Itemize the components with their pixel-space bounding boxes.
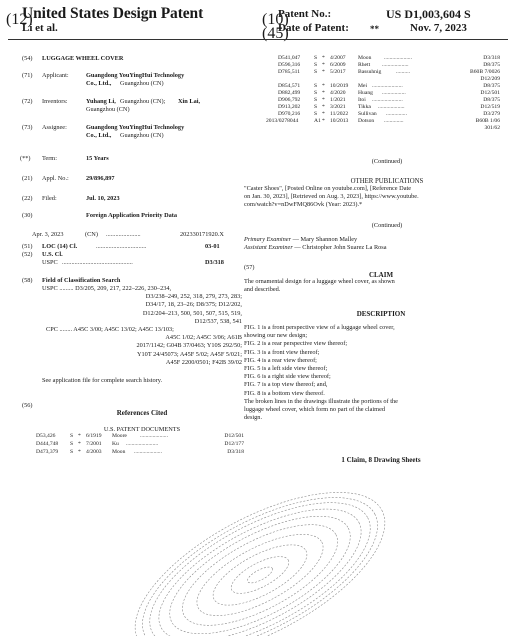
ref-dots: ...................... (372, 83, 403, 89)
ref-name: Tikka (358, 104, 371, 110)
field-line: D12/537, 538, 541 (194, 317, 242, 325)
uspc-value: D3/318 (205, 259, 224, 266)
description-line: FIG. 5 is a left side view thereof; (244, 365, 328, 373)
ref-date: 6/1919 (86, 433, 102, 439)
ref-number: D906,792 (278, 97, 301, 103)
ref-star: * (322, 55, 325, 61)
ref-kind: S (314, 104, 318, 110)
field-line: D12/204–213, 500, 501, 507, 515, 519, (142, 309, 242, 317)
ref-class: D8/375 (483, 83, 500, 89)
ref-dots: ................... (382, 62, 409, 68)
description-line: The broken lines in the drawings illustrate the portions of the (244, 397, 398, 405)
ref-dots: ....................... (126, 441, 159, 447)
ref-class: B60B 7/0026 (470, 69, 500, 75)
publication-citation (244, 185, 504, 210)
ref-class: D12/501 (480, 90, 500, 96)
assistant-examiner (244, 244, 387, 252)
assignee-line-1: Guangdong YouYingHui Technology (86, 124, 185, 131)
ref-number: D53,426 (36, 433, 56, 439)
applicant-label: Applicant: (42, 72, 69, 79)
term-stars: ** (370, 24, 379, 34)
ref-star: * (322, 83, 325, 89)
ref-number: 2013/0278044 (266, 118, 299, 124)
continued-2-wrap (258, 214, 516, 232)
description-text (244, 324, 398, 422)
other-publications-heading: OTHER PUBLICATIONS (350, 178, 424, 185)
assignee-city: Guangzhou (CN) (120, 132, 164, 139)
ref-date: 3/2021 (330, 104, 346, 110)
inventor-1: Yuhang Li, (86, 98, 116, 105)
patent-number: US D1,003,604 S (386, 7, 471, 21)
ref-date: 4/2020 (330, 90, 346, 96)
design-title: LUGGAGE WHEEL COVER (42, 55, 124, 62)
claim-heading: CLAIM (368, 271, 394, 279)
field-line: A45F 2200/0501; F42B 39/02 (165, 358, 242, 366)
field-line: D34/17, 18, 23–26; D8/375; D12/202, (145, 301, 242, 309)
loc-dots: ................................ (96, 243, 147, 250)
code-22: (22) (22, 195, 33, 202)
code-71: (71) (22, 72, 33, 79)
ref-class: D12/177 (224, 441, 244, 447)
ref-name: Mei (358, 83, 368, 89)
description-line: FIG. 2 is a rear perspective view thereof; (244, 340, 348, 348)
ref-date: 6/2009 (330, 62, 346, 68)
ref-star: * (322, 118, 325, 124)
description-line: FIG. 3 is a front view thereof; (244, 348, 320, 356)
ref-dots: ...................... (372, 97, 403, 103)
continued-note: (Continued) (371, 158, 403, 165)
ref-date: 4/2003 (86, 449, 102, 455)
description-line: showing our new design; (244, 332, 308, 340)
ref-dots: .................... (134, 449, 162, 455)
applicant-line-1: Guangdong YouYingHui Technology (86, 72, 185, 79)
primary-examiner (244, 236, 387, 244)
ref-star: * (322, 62, 325, 68)
inventor-short: Li et al. (22, 22, 58, 34)
uspc-label: USPC (42, 259, 58, 266)
field-line: D3/238–249, 252, 318, 279, 273, 283; (145, 293, 242, 301)
ref-star: * (322, 69, 325, 75)
claim-text (244, 278, 395, 294)
ref-class: D8/375 (483, 62, 500, 68)
applicant-city: Guangzhou (CN) (120, 80, 164, 87)
ref-class: D3/318 (483, 55, 500, 61)
ref-dots: ................. (382, 90, 406, 96)
ref-star: * (78, 441, 81, 447)
ref-number: D596,316 (278, 62, 301, 68)
ref-number: D444,748 (36, 441, 59, 447)
wheel-hub-ring (186, 518, 335, 631)
code-10: (10) (262, 11, 289, 28)
term-label: Term: (42, 155, 57, 162)
ref-name: Moon (358, 55, 372, 61)
see-application-note: See application file for complete search history. (42, 377, 163, 384)
description-heading: DESCRIPTION (356, 310, 406, 318)
ref-dots: ............... (386, 111, 407, 117)
description-line: FIG. 7 is a top view thereof; and, (244, 381, 328, 389)
date-label: Date of Patent: (278, 22, 349, 34)
refs-heading: References Cited (116, 409, 168, 417)
ref-date: 5/2017 (330, 69, 346, 75)
ref-dots: .................... (384, 55, 412, 61)
ref-star: * (322, 90, 325, 96)
priority-country: (CN) (85, 231, 98, 238)
ref-kind: S (314, 55, 318, 61)
wheel-rim-ring (153, 493, 367, 636)
field-line: Y10T 24/45073; A45F 5/02; A45F 5/021; (136, 350, 242, 358)
wheel-rim-ring (120, 466, 400, 636)
ref-star: * (322, 104, 325, 110)
patent-type-title: United States Design Patent (22, 5, 204, 22)
pub-line: com/watch?v=nDwFMQ86Ovk (Year: 2023).* (244, 201, 363, 209)
ref-name: Rhett (358, 62, 371, 68)
ref-class: D8/375 (483, 97, 500, 103)
ref-name: Moore (112, 433, 127, 439)
field-search-label: Field of Classification Search (42, 277, 121, 284)
filed-date: Jul. 10, 2023 (86, 195, 120, 202)
description-heading-wrap (258, 303, 504, 321)
wheel-hub (226, 549, 294, 600)
code-51: (51) (22, 243, 33, 250)
field-line: 2017/1142; G04B 37/0463; Y10S 292/50; (136, 342, 242, 350)
code-57: (57) (244, 264, 255, 271)
ref-dots: ................... (378, 104, 405, 110)
field-line: CPC ........ A45C 3/00; A45C 13/02; A45C 13/103; (46, 326, 174, 334)
description-line: FIG. 6 is a right side view thereof; (244, 373, 331, 381)
description-line: FIG. 4 is a rear view thereof; (244, 356, 317, 364)
code-term: (**) (20, 155, 31, 162)
patent-date: Nov. 7, 2023 (410, 22, 467, 34)
uscl-label: U.S. Cl. (42, 251, 63, 258)
ref-kind: S (314, 97, 318, 103)
ref-date: 7/2001 (86, 441, 102, 447)
code-58: (58) (22, 277, 33, 284)
continued-note: (Continued) (371, 222, 403, 229)
code-73: (73) (22, 124, 33, 131)
ref-name: Dotson (358, 118, 375, 124)
ref-kind: S (314, 90, 318, 96)
ref-name: Ku (112, 441, 119, 447)
inventor-1-city: Guangzhou (CN); (120, 98, 166, 105)
ref-date: 11/2022 (330, 111, 349, 117)
code-56: (56) (22, 402, 33, 409)
ref-name: Bassuhnig (358, 69, 382, 75)
uspc-dots: ............................................. (62, 259, 133, 266)
inventors-label: Inventors: (42, 98, 68, 105)
ref-kind: S (314, 62, 318, 68)
description-line: luggage wheel cover, which form no part of the claimed (244, 406, 386, 414)
description-line: FIG. 8 is a bottom view thereof. (244, 389, 325, 397)
ref-kind: A1 (314, 118, 321, 124)
field-line: USPC ......... D3/205, 209, 217, 222–226, 230–234, (42, 285, 172, 292)
term-value: 15 Years (86, 155, 109, 162)
ref-name: Moon (112, 449, 126, 455)
appl-label: Appl. No.: (42, 175, 69, 182)
ref-class: 301/62 (484, 125, 500, 131)
ref-name: Itoi (358, 97, 366, 103)
assistant-examiner-name: — Christopher John Suarez La Rosa (294, 244, 387, 252)
us-docs-heading: U.S. PATENT DOCUMENTS (103, 426, 181, 433)
code-21: (21) (22, 175, 33, 182)
luggage-wheel-drawing (110, 455, 410, 636)
ref-class: D12/519 (480, 104, 500, 110)
ref-number: D854,571 (278, 83, 301, 89)
description-line: design. (244, 414, 263, 422)
code-52: (52) (22, 251, 33, 258)
code-12: (12) (6, 11, 33, 28)
patent-no-label: Patent No.: (278, 8, 332, 20)
ref-kind: S (314, 69, 318, 75)
ref-kind: S (314, 83, 318, 89)
priority-heading: Foreign Application Priority Data (86, 212, 178, 219)
filed-label: Filed: (42, 195, 57, 202)
ref-name: Sullivan (358, 111, 377, 117)
ref-class: D12/501 (224, 433, 244, 439)
ref-date: 10/2013 (330, 118, 349, 124)
description-line: FIG. 1 is a front perspective view of a luggage wheel cover, (244, 324, 395, 331)
examiners (244, 236, 387, 252)
pub-line: on Jan. 30, 2023], [Retrieved on Aug. 3, 2023], https://www.youtube. (244, 193, 419, 201)
claims-summary: 1 Claim, 8 Drawing Sheets (341, 456, 421, 464)
claim-line: and described. (244, 286, 281, 294)
code-54: (54) (22, 55, 33, 62)
ref-number: D970,216 (278, 111, 301, 117)
ref-number: D541,047 (278, 55, 301, 61)
ref-star: * (78, 433, 81, 439)
ref-class: B60B 1/06 (475, 118, 500, 124)
continued-1-wrap (258, 150, 516, 168)
wheel-rim-ring (129, 474, 391, 636)
ref-dots: .............. (384, 118, 404, 124)
priority-dots: ...................... (106, 231, 141, 238)
ref-dots: .......... (396, 69, 410, 75)
assistant-examiner-label: Assistant Examiner (244, 244, 293, 252)
assignee-line-2: Co., Ltd., (86, 132, 112, 139)
ref-star: * (322, 97, 325, 103)
ref-class: D3/279 (483, 111, 500, 117)
ref-date: 1/2021 (330, 97, 346, 103)
ref-kind: S (70, 433, 74, 439)
primary-examiner-label: Primary Examiner (244, 236, 292, 243)
ref-number: D473,379 (36, 449, 59, 455)
pub-line: "Caster Shoes", [Posted Online on youtube.com], [Reference Date (244, 185, 412, 192)
inventor-2-city: Guangzhou (CN) (86, 106, 130, 113)
ref-star: * (78, 449, 81, 455)
claim-line: The ornamental design for a luggage wheel cover, as shown (244, 278, 395, 285)
ref-number: D882,499 (278, 90, 301, 96)
field-search-lines (42, 285, 242, 367)
primary-examiner-name: — Mary Shannon Malley (292, 236, 358, 243)
code-45: (45) (262, 25, 289, 42)
assignee-label: Assignee: (42, 124, 67, 131)
ref-date: 10/2019 (330, 83, 349, 89)
priority-date: Apr. 3, 2023 (32, 231, 64, 238)
priority-number: 202330171920.X (180, 231, 224, 238)
wheel-rim-ring (168, 505, 352, 636)
code-72: (72) (22, 98, 33, 105)
loc-label: LOC (14) Cl. (42, 243, 78, 250)
ref-name: Huang (358, 90, 373, 96)
appl-number: 29/896,897 (86, 175, 115, 182)
field-line: A45C 1/02; A45C 3/06; A61B (165, 334, 242, 342)
ref-number: D913,202 (278, 104, 301, 110)
ref-kind: S (70, 441, 74, 447)
loc-value: 03-01 (205, 243, 220, 250)
ref-kind: S (70, 449, 74, 455)
ref-date: 4/2007 (330, 55, 346, 61)
ref-dots: .................... (140, 433, 168, 439)
inventor-2: Xin Lai, (178, 98, 201, 105)
ref-star: * (322, 111, 325, 117)
code-30: (30) (22, 212, 33, 219)
ref-number: D785,511 (278, 69, 301, 75)
ref-class: D12/209 (480, 76, 500, 82)
ref-class: D3/318 (227, 449, 244, 455)
ref-kind: S (314, 111, 318, 117)
wheel-outer-rim (111, 459, 409, 636)
applicant-line-2: Co., Ltd., (86, 80, 112, 87)
